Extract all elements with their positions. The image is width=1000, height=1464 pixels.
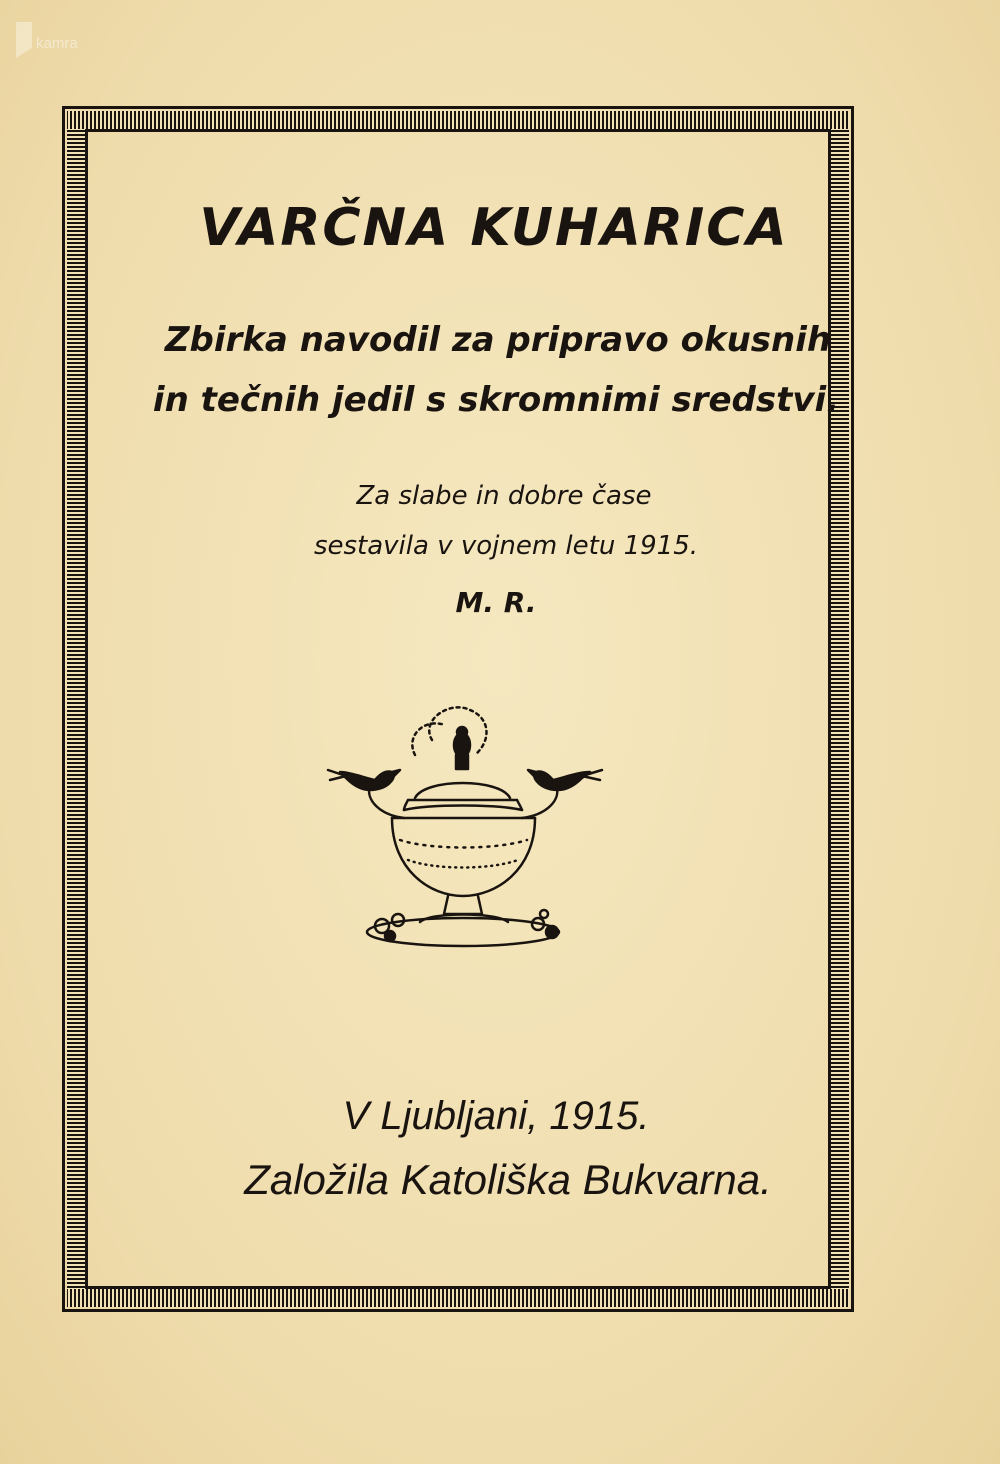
subtitle-line-2: in tečnih jedil s skromnimi sredstvi. — [152, 380, 840, 420]
publisher-line: Založila Katoliška Bukvarna. — [244, 1156, 772, 1203]
dedication-line-2: sestavila v vojnem letu 1915. — [313, 531, 699, 561]
watermark-text: kamra — [36, 35, 78, 52]
book-title: VARČNA KUHARICA — [199, 198, 789, 258]
soup-tureen-illustration — [320, 700, 610, 960]
author-initials: M. R. — [455, 586, 537, 619]
kamra-watermark-logo — [10, 18, 120, 63]
dedication-line-1: Za slabe in dobre čase — [356, 481, 652, 511]
subtitle-line-1: Zbirka navodil za pripravo okusnih — [164, 320, 832, 360]
place-and-year: V Ljubljani, 1915. — [342, 1094, 650, 1138]
